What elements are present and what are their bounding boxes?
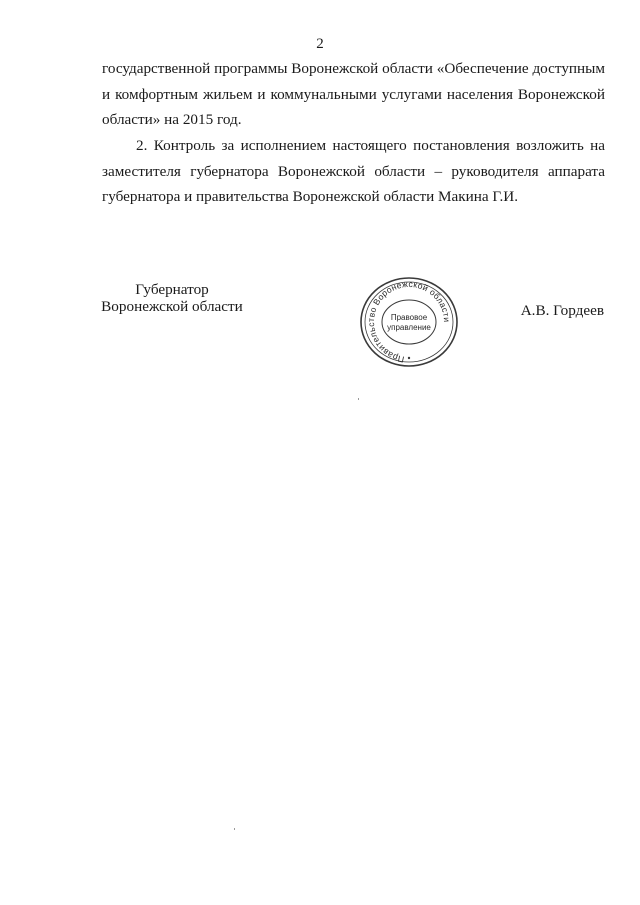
stamp-ring-text: Правительство Воронежской области xyxy=(365,278,453,365)
signatory-name: А.В. Гордеев xyxy=(520,302,604,319)
signatory-title xyxy=(96,281,248,315)
official-stamp xyxy=(355,274,463,370)
stamp-center-line2: управление xyxy=(387,323,431,332)
scan-speck xyxy=(234,828,235,830)
stamp-dot xyxy=(408,357,410,359)
signatory-title-line1: Губернатор xyxy=(135,281,209,298)
scan-speck xyxy=(358,398,359,400)
stamp-center-line1: Правовое xyxy=(390,313,428,322)
page-number: 2 xyxy=(316,36,324,52)
signatory-title-line2: Воронежской области xyxy=(101,298,243,315)
paragraph-program: государственной программы Воронежской области «Обеспечение доступным и комфортным жильем и коммунальными услугами населения Воронежской области» на 2015 год. xyxy=(102,60,605,128)
paragraph-control: 2. Контроль за исполнением настоящего постановления возложить на заместителя губернатора Воронежской области – руководителя аппарата губернатора и правительства Воронежской области Макина Г.И. xyxy=(102,137,605,205)
